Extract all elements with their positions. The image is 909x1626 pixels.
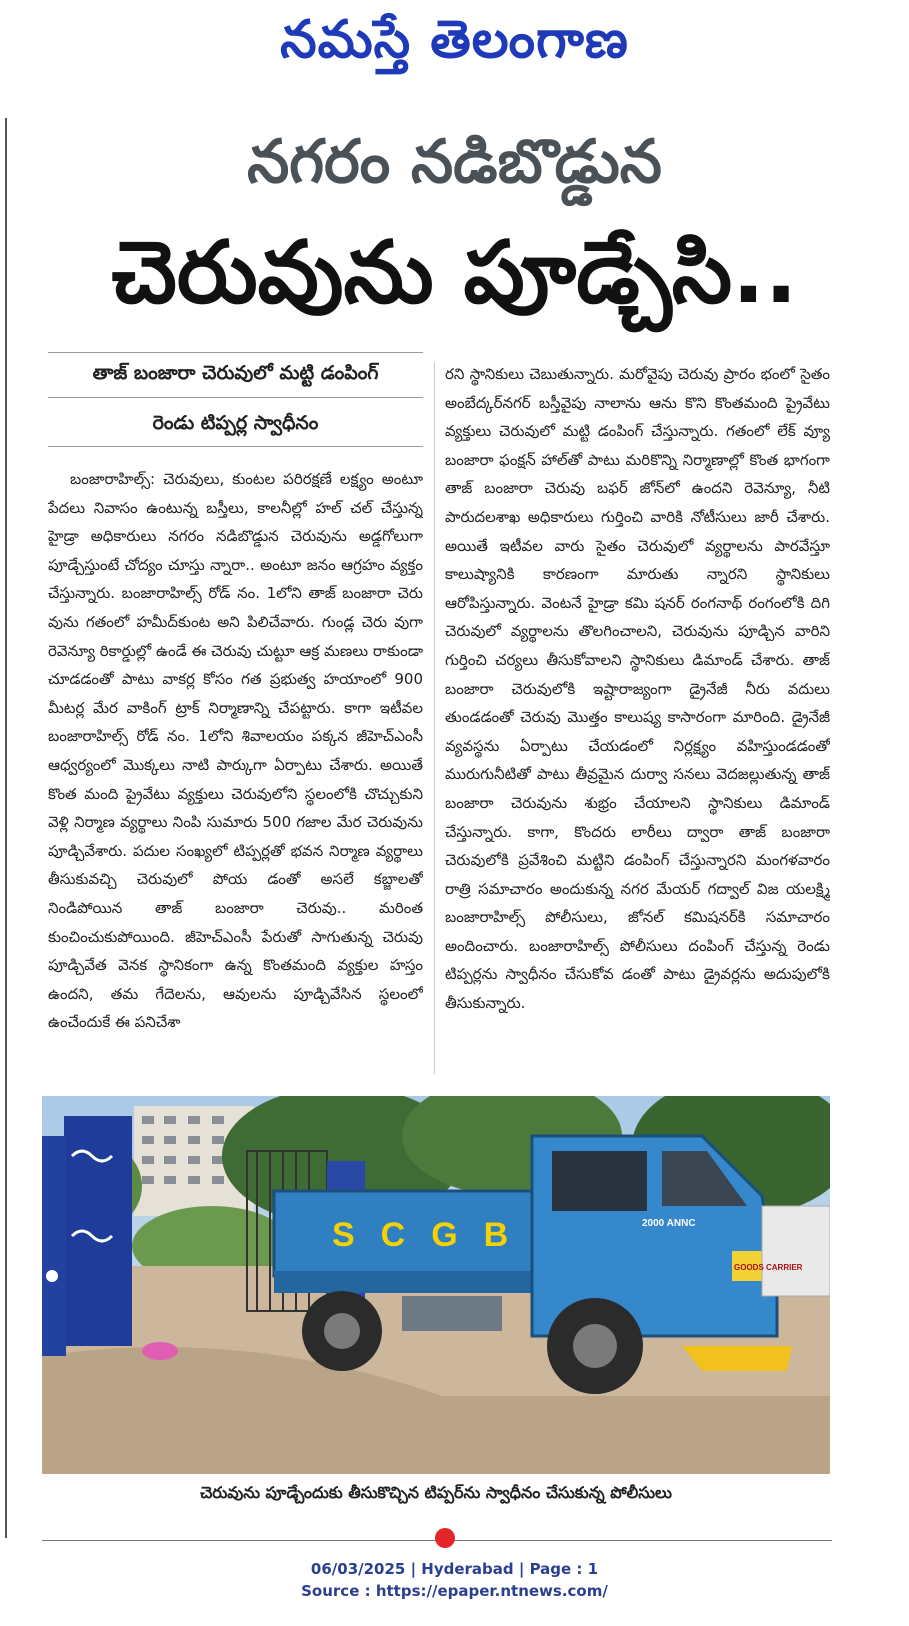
truck-lettering: SCGB (332, 1216, 535, 1254)
truck-goods-sign: GOODS CARRIER (734, 1263, 803, 1272)
footer-source: Source : https://epaper.ntnews.com/ (301, 1582, 608, 1600)
kicker: నగరం నడిబొడ్డున (247, 127, 662, 197)
news-photo-tipper-truck (42, 1096, 830, 1474)
photo-caption: చెరువును పూడ్చేందుకు తీసుకొచ్చిన టిప్పర్‌ను స్వాధీనం చేసుకున్న పోలీసులు (200, 1483, 672, 1502)
headline: చెరువును పూడ్చేసి.. (111, 223, 798, 323)
deck-rule-bottom (48, 446, 423, 447)
article-column-1: బంజారాహిల్స్: చెరువులు, కుంటల పరిరక్షణే లక్ష్యం అంటూ పేదలు నివాసం ఉంటున్న బస్తీలు, కాలనీల్లో హల్ చల్ చేస్తున్న హైడ్రా అధికారులు నగరం నడిబొడ్డున చెరువును అడ్డగోలుగా పూడ్చేస్తుంటే చోద్యం చూస్తు న్నారా.. అంటూ జనం ఆగ్రహం వ్యక్తం చేస్తున్నారు. బంజారాహిల్స్ రోడ్ నం. 1లోని తాజ్ బంజారా చెరు వును గతంలో హమీద్‌కుంట అని పిలిచేవారు. గుండ్ల చెరు వుగా రెవెన్యూ రికార్డుల్లో ఉండే ఈ చెరువు చుట్టూ ఆక్ర మణలు రాకుండా చూడడంతో పాటు వాకర్ల కోసం గత ప్రభుత్వ హయాంలో 900 మీటర్ల మేర వాకింగ్ ట్రాక్ నిర్మాణాన్ని చేపట్టారు. కాగా ఇటీవల బంజారాహిల్స్ రోడ్ నం. 1లోని శివాలయం పక్కన జీహెచ్ఎంసీ ఆధ్వర్యంలో మొక్కలు నాటి పార్కుగా ఏర్పాటు చేశారు. అయితే కొంత మంది ప్రైవేటు వ్యక్తులు చెరువులోని స్థలంలోకి చొచ్చుకుని వెళ్లి నిర్మాణ వ్యర్థాలు నింపి సుమారు 500 గజాల మేర చెరువును పూడ్చివేశారు. పదుల సంఖ్యలో టిప్పర్లతో భవన నిర్మాణ వ్యర్థాలు తీసుకువచ్చి చెరువులో పోయ డంతో అసలే కబ్జాలతో నిండిపోయిన తాజ్ బంజారా చెరువు.. మరింత కుంచించుకుపోయింది. జీహెచ్ఎంసీ పేరుతో సాగుతున్న చెరువు పూడ్చివేత వెనక స్థానికంగా ఉన్న కొంతమంది వ్యక్తుల హస్తం ఉందని, తమ గేదెలను, ఆవులను పూడ్చివేసిన స్థలంలో ఉంచేందుకే ఈ పనిచేశా (48, 470, 423, 1032)
blue-pillar (42, 1116, 132, 1356)
left-column-rule (5, 118, 7, 1538)
deck-rule-middle (48, 397, 423, 398)
footer-dateline: 06/03/2025 | Hyderabad | Page : 1 (310, 1560, 599, 1578)
masthead: నమస్తే తెలంగాణ (280, 10, 629, 70)
article-column-2: రని స్థానికులు చెబుతున్నారు. మరోవైపు చెరువు ప్రారం భంలో సైతం అంబేద్కర్‌నగర్ బస్తీవైపు నాలాను ఆను కొని కొంతమంది ప్రైవేటు వ్యక్తులు చెరువులో మట్టి డంపింగ్ చేస్తున్నారు. గతంలో లేక్ వ్యూ బంజారా ఫంక్షన్ హాల్‌తో పాటు మరికొన్ని నిర్మాణాల్లో కొంత భాగంగా తాజ్ బంజారా చెరువు బఫర్ జోన్‌లో ఉందని రెవెన్యూ, నీటి పారుదలశాఖ అధికారులు గుర్తించి వారికి నోటీసులు జారీ చేశారు. అయితే ఇటీవల వారు సైతం చెరువులో వ్యర్థాలను పారవేస్తూ కాలుష్యానికి కారణంగా మారుతు న్నారని స్థానికులు ఆరోపిస్తున్నారు. వెంటనే హైడ్రా కమి షనర్ రంగనాథ్ రంగంలోకి దిగి చెరువులో వ్యర్థాలను తొలగించాలని, చెరువును పూడ్చిన వారిని గుర్తించి చర్యలు తీసుకోవాలని స్థానికులు డిమాండ్ చేశారు. తాజ్ బంజారా చెరువులోకి ఇష్టారాజ్యంగా డ్రైనేజీ నీరు వదులు తుండడంతో చెరువు మొత్తం కాలుష్య కాసారంగా మారింది. డ్రైనేజీ వ్యవస్థను ఏర్పాటు చేయడంలో నిర్లక్ష్యం వహిస్తుండడంతో మురుగునీటితో పాటు తీవ్రమైన దుర్వా సనలు వెదజల్లుతున్న తాజ్ బంజారా చెరువును శుభ్రం చేయాలని స్థానికులు డిమాండ్ చేస్తున్నారు. కాగా, కొందరు లారీలు ద్వారా తాజ్ బంజారా చెరువులోకి ప్రవేశించి మట్టిని డంపింగ్ చేస్తున్నారని మంగళవారం రాత్రి సమాచారం అందుకున్న నగర మేయర్ గద్వాల్ విజ యలక్ష్మి బంజారాహిల్స్ పోలీసులు, జోనల్ కమిషనర్‌కి సమాచారం అందించారు. బంజారాహిల్స్ పోలీసులు దంపింగ్ చేస్తున్న రెండు టిప్పర్లను స్వాధీనం చేసుకోవ డంతో పాటు డ్రైవర్లను అదుపులోకి తీసుకున్నారు. (445, 365, 830, 1013)
truck-cab-text: 2000 ANNC (642, 1218, 696, 1229)
column-divider (434, 362, 435, 1074)
deck-line-1: తాజ్ బంజారా చెరువులో మట్టి డంపింగ్ (92, 362, 379, 384)
red-dot-ornament (435, 1528, 455, 1548)
deck-rule-top (48, 352, 423, 353)
deck-line-2: రెండు టిప్పర్ల స్వాధీనం (152, 412, 319, 434)
